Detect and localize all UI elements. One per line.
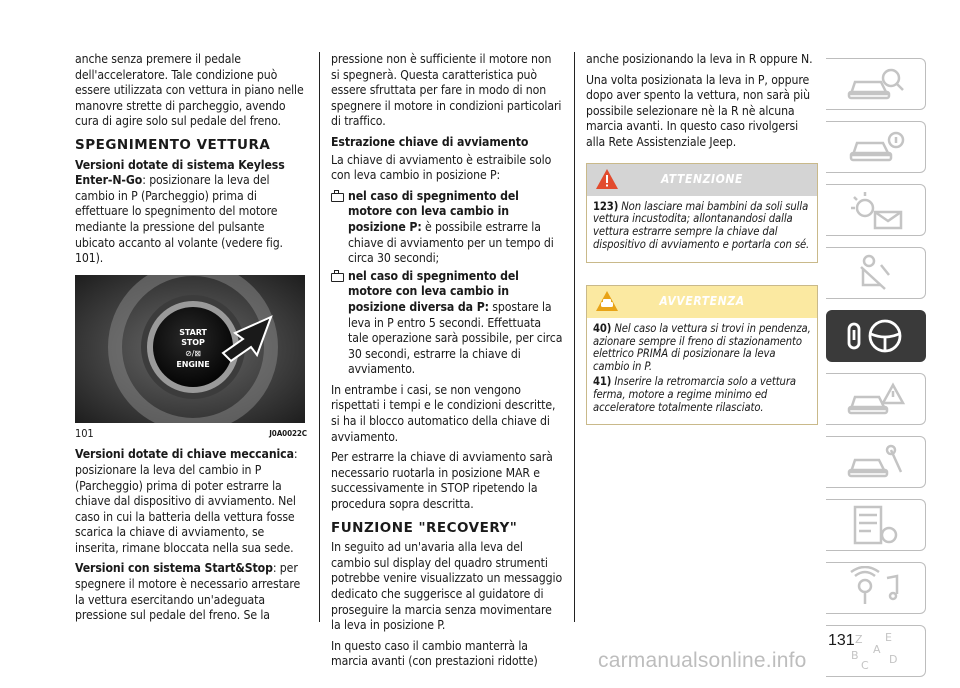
technical-data-icon [841,503,911,547]
paragraph-auto-lock: In entrambe i casi, se non vengono rispettati i tempi e le condizioni descritte, si ha il blocco automatico della chiave di avviamento. [331,382,556,444]
tab-emergency[interactable] [826,373,926,425]
warning-number-2: 41) [593,374,612,388]
chapter-sidebar [826,58,926,688]
car-service-icon [841,440,911,484]
mech-key-paragraph [75,447,307,556]
attention-number: 123) [593,199,619,213]
warning-lights-icon [841,188,911,232]
bullet-square-icon [331,273,344,282]
warning-number-1: 40) [593,321,612,335]
tab-technical-data[interactable] [826,499,926,551]
tab-car-search[interactable] [826,58,926,110]
tab-car-info[interactable] [826,121,926,173]
startstop-paragraph [75,561,307,623]
paragraph-traffic: pressione non è sufficiente il motore non si spegnerà. Questa caratteristica può essere sfruttata per fare in modo di non spegnere il motore in condizioni particolari di traffico. [331,52,562,129]
button-label-stop: STOP [181,337,205,347]
column-3 [586,52,818,447]
svg-text:E: E [884,631,892,644]
svg-text:A: A [872,643,881,656]
svg-text:D: D [888,653,897,666]
start-stop-button-photo [75,275,305,423]
tab-key-steering[interactable] [826,310,926,362]
warning-text-1: Nel caso la vettura si trovi in pendenza, azionare sempre il freno di stazionamento elettrico PRIMA di posizionare la leva cambio in P. [593,321,811,374]
button-label-start: START [179,327,207,337]
bullet-item-1 [331,189,563,267]
svg-text:⊘/⊠: ⊘/⊠ [185,348,201,358]
attention-text: Non lasciare mai bambini da soli sulla vettura incustodita; allontanandosi dalla vettura estrarre sempre la chiave dal dispositivo di avviamento e portarla con sé. [593,199,810,251]
bullet-square-icon [331,193,344,202]
paragraph-extract-procedure: Per estrarre la chiave di avviamento sarà necessario ruotarla in posizione MAR e successivamente in STOP ripetendo la procedura sopra descritta. [331,450,553,512]
attention-body [587,196,817,262]
tab-car-service[interactable] [826,436,926,488]
keyless-label: Versioni dotate di sistema Keyless Enter-N-Go [75,157,285,188]
warning-header [587,286,817,318]
paragraph-recovery: In seguito ad un'avaria alla leva del cambio sul display del quadro strumenti potrebbe venire visualizzato un messaggio dedicato che suggerisce al guidatore di proseguire la marcia senza movimentare la leva in posizione P. [331,540,563,633]
figure-code: J0A0022C [269,428,307,438]
paragraph-assistance: Una volta posizionata la leva in P, oppure dopo aver spento la vettura, non sarà più possibile selezionare nè la R nè alcuna marcia avanti. In questo caso rivolgersi alla Rete Assistenziale Jeep. [586,72,810,149]
car-search-icon [841,62,911,106]
keyless-paragraph [75,158,307,267]
tab-seat-safety[interactable] [826,247,926,299]
column-divider-1 [319,52,320,622]
keyless-text: : posizionare la leva del cambio in P (Parcheggio) prima di effettuare lo spegnimento del motore mediante la pressione del pulsante ubicato accanto al volante (vedere fig. 101). [75,173,283,266]
attention-title: ATTENZIONE [660,171,744,186]
startstop-text: : per spegnere il motore è necessario arrestare la vettura esercitando un'adeguata pressione sul pedale del freno. Se la [75,561,301,623]
tab-warning-lights[interactable] [826,184,926,236]
seat-safety-icon [841,251,911,295]
attention-header [587,164,817,196]
key-steering-icon [841,314,911,358]
tab-multimedia[interactable] [826,562,926,614]
paragraph-key-position: La chiave di avviamento è estraibile solo con leva cambio in posizione P: [331,152,552,183]
figure-number: 101 [75,426,94,440]
warning-box [586,285,818,426]
column-1 [75,52,307,629]
bullet-1-label: nel caso di spegnimento del motore con leva cambio in posizione P: [348,188,519,234]
section-heading-recovery: FUNZIONE "RECOVERY" [331,519,518,536]
intro-paragraph: anche senza premere il pedale dell'acceleratore. Tale condizione può essere utilizzata con vettura in piano nelle manovre strette di parcheggio, avendo cura di agire solo sul pedale del freno. [75,52,304,129]
mech-key-text: : posizionare la leva del cambio in P (Parcheggio) prima di poter estrarre la chiave dal dispositivo di avviamento. Nel caso in cui la batteria della vettura fosse scarica la chiave di avviamento, se inserita, rimane bloccata nella sua sede. [75,447,298,555]
page-number: 131 [828,632,855,649]
svg-text:C: C [860,659,869,672]
emergency-car-icon [841,377,911,421]
section-heading-spegnimento: SPEGNIMENTO VETTURA [75,136,271,153]
warning-title: AVVERTENZA [659,293,745,308]
multimedia-icon [841,566,911,610]
startstop-label: Versioni con sistema Start&Stop [75,561,273,576]
bullet-1-text: è possibile estrarre la chiave di avviamento per un tempo di circa 30 secondi; [348,219,554,266]
warning-triangle-icon [595,168,619,190]
mech-key-label: Versioni dotate di chiave meccanica [75,447,294,462]
svg-text:B: B [850,649,859,662]
column-divider-2 [574,52,575,622]
car-info-icon [841,125,911,169]
bullet-item-2 [331,269,563,378]
subheading-key-extraction: Estrazione chiave di avviamento [331,134,529,149]
attention-box [586,163,818,263]
watermark: carmanualsonline.info [598,649,807,672]
column-2 [331,52,563,675]
button-label-engine: ENGINE [176,359,210,369]
car-warning-icon [595,290,619,312]
paragraph-recovery-cont: In questo caso il cambio manterrà la marcia avanti (con prestazioni ridotte) [331,638,538,669]
bullet-2-label: nel caso di spegnimento del motore con leva cambio in posizione diversa da P: [348,268,519,314]
svg-text:Z: Z [854,633,863,646]
paragraph-r-n: anche posizionando la leva in R oppure N. [586,52,813,66]
warning-text-2: Inserire la retromarcia solo a vettura ferma, motore a regime minimo ed acceleratore totalmente rilasciato. [593,374,796,414]
bullet-2-text: spostare la leva in P entro 5 secondi. Effettuata tale operazione sarà possibile, per circa 30 secondi, estrarre la chiave di avviamento. [348,299,563,377]
warning-body [587,318,817,425]
figure-caption [75,426,307,442]
